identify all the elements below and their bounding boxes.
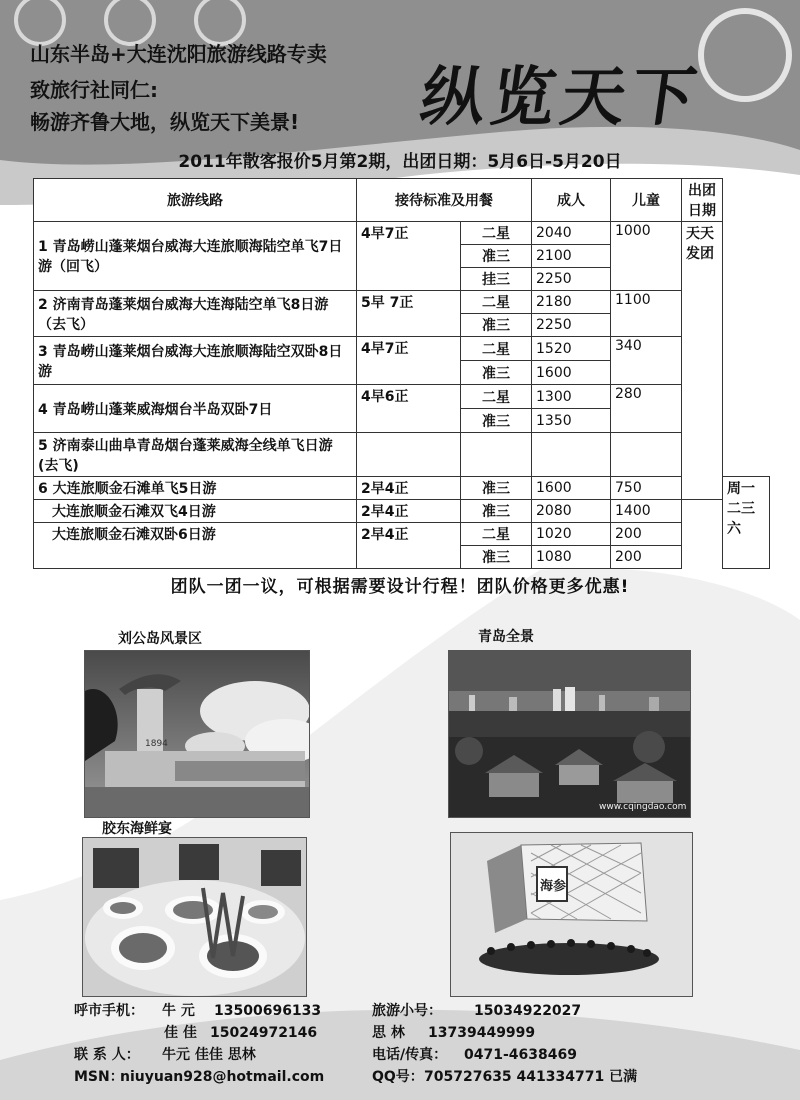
contact-people: 牛元 佳佳 思林 [162,1047,256,1063]
hotel-class: 准三 [461,409,532,433]
adult-price [532,433,611,477]
table-header-row [34,179,770,222]
group-promo: 团队一团一议，可根据需要设计行程！团队价格更多优惠! [170,577,630,597]
header-standard: 接待标准及用餐 [357,179,532,222]
slogan: 畅游齐鲁大地，纵览天下美景! [30,110,300,134]
route-name: 6 大连旅顺金石滩单飞5日游 [34,477,357,500]
route-standard: 4早7正 [357,222,461,291]
route-standard: 4早6正 [357,385,461,433]
photo-caption-qingdao: 青岛全景 [478,629,534,645]
hotel-class: 二星 [461,337,532,361]
hotel-class: 准三 [461,500,532,523]
header-date: 出团日期 [682,179,723,222]
photo-sea-cucumber [450,832,693,997]
route-standard: 2早4正 [357,500,461,523]
table-row [34,477,770,500]
table-row [34,222,770,245]
phone-label: 电话/传真： [372,1047,448,1063]
msn-address[interactable]: niuyuan928@hotmail.com [120,1069,325,1085]
adult-price: 2100 [532,245,611,268]
child-price: 280 [611,385,682,433]
departure-date: 天天发团 [682,222,723,500]
child-price: 1100 [611,291,682,337]
hotel-class: 准三 [461,314,532,337]
table-row [34,337,770,361]
adult-price: 1080 [532,546,611,569]
mobile-label: 呼市手机： [74,1003,144,1019]
route-standard [357,433,461,477]
route-standard: 2早4正 [357,523,461,569]
adult-price: 1600 [532,477,611,500]
msn-label: MSN： [74,1069,124,1085]
adult-price: 2080 [532,500,611,523]
hotel-class: 二星 [461,222,532,245]
table-row [34,433,770,477]
hotel-class: 二星 [461,523,532,546]
photo-seafood-banquet [82,837,307,997]
adult-price: 1020 [532,523,611,546]
hotel-class: 二星 [461,291,532,314]
photo-watermark: www.cqingdao.com [599,802,687,812]
contact-info [74,1000,774,1088]
hotel-class: 准三 [461,245,532,268]
monument-inscription: 1894 [145,739,168,749]
header-adult: 成人 [532,179,611,222]
photo-caption-seafood: 胶东海鲜宴 [102,821,172,837]
departure-date: 周一二三六 [723,477,770,569]
contact-phone: 13500696133 [214,1003,322,1019]
route-name: 大连旅顺金石滩双卧6日游 [34,523,357,569]
table-row [34,385,770,409]
child-price: 1400 [611,500,682,523]
route-name: 1 青岛崂山蓬莱烟台威海大连旅顺海陆空单飞7日游（回飞） [34,222,357,291]
route-standard: 5早 7正 [357,291,461,337]
child-price: 340 [611,337,682,385]
child-price: 200 [611,546,682,569]
child-price: 750 [611,477,682,500]
header-child: 儿童 [611,179,682,222]
route-name: 大连旅顺金石滩双飞4日游 [34,500,357,523]
photo-caption-liugong: 刘公岛风景区 [118,631,202,647]
photo-liugong-island [84,650,310,818]
adult-price: 1600 [532,361,611,385]
child-price [611,433,682,477]
header-route: 旅游线路 [34,179,357,222]
adult-price: 1520 [532,337,611,361]
contact-name: 思 林 [372,1025,405,1041]
adult-price: 2250 [532,268,611,291]
adult-price: 2040 [532,222,611,245]
adult-price: 1300 [532,385,611,409]
people-label: 联 系 人： [74,1047,140,1063]
small-number-label: 旅游小号： [372,1003,442,1019]
contact-phone: 15024972146 [210,1025,318,1041]
hotel-class: 准三 [461,546,532,569]
contact-phone: 15034922027 [474,1003,582,1019]
adult-price: 2250 [532,314,611,337]
contact-phone: 13739449999 [428,1025,536,1041]
route-name: 5 济南泰山曲阜青岛烟台蓬莱威海全线单飞日游(去飞) [34,433,357,477]
photo-qingdao-panorama [448,650,691,818]
child-price: 1000 [611,222,682,291]
adult-price: 2180 [532,291,611,314]
calligraphy-logo: 纵览天下 [415,60,707,135]
route-standard: 4早7正 [357,337,461,385]
route-standard: 2早4正 [357,477,461,500]
hotel-class: 准三 [461,361,532,385]
price-period-title: 2011年散客报价5月第2期，出团日期：5月6日-5月20日 [178,152,622,172]
route-price-table [33,178,770,569]
route-name: 4 青岛崂山蓬莱威海烟台半岛双卧7日 [34,385,357,433]
hotel-class [461,433,532,477]
route-name: 2 济南青岛蓬莱烟台威海大连海陆空单飞8日游（去飞） [34,291,357,337]
adult-price: 1350 [532,409,611,433]
headline-routes: 山东半岛+大连沈阳旅游线路专卖 [30,42,327,66]
qq-numbers: 705727635 441334771 已满 [424,1069,638,1085]
route-name: 3 青岛崂山蓬莱烟台威海大连旅顺海陆空双卧8日游 [34,337,357,385]
child-price: 200 [611,523,682,546]
table-row [34,523,770,546]
table-row [34,500,770,523]
greeting: 致旅行社同仁: [30,78,158,102]
hotel-class: 二星 [461,385,532,409]
hotel-class: 挂三 [461,268,532,291]
table-row [34,291,770,314]
hotel-class: 准三 [461,477,532,500]
package-label: 海参 [540,879,567,894]
contact-name: 佳 佳 [164,1025,197,1041]
fax-phone: 0471-4638469 [464,1047,577,1063]
qq-label: QQ号： [372,1069,424,1085]
contact-name: 牛 元 [162,1003,195,1019]
